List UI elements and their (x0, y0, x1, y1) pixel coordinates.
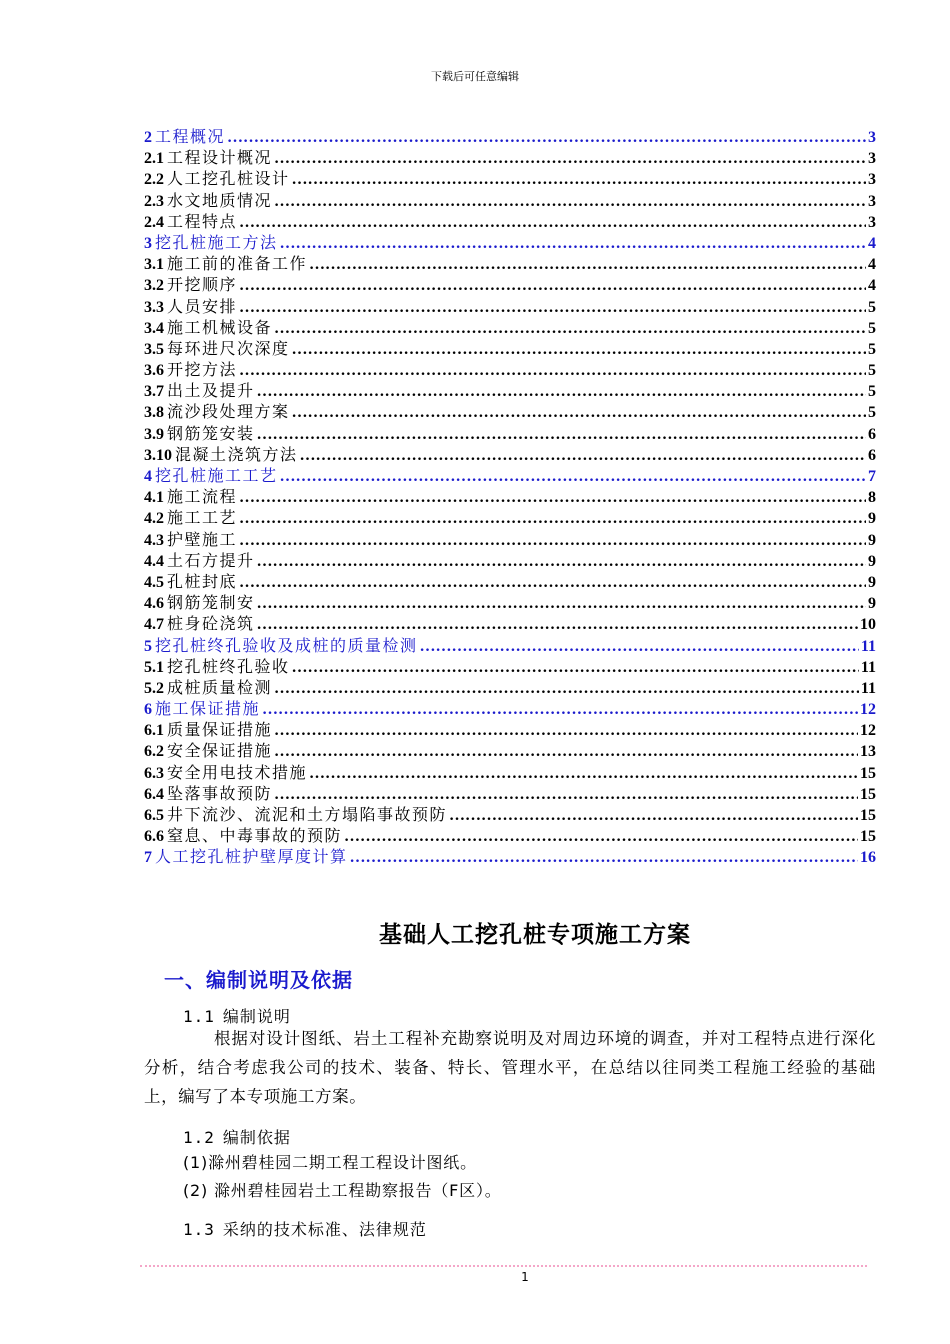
toc-page-number: 9 (868, 552, 876, 570)
toc-entry-link[interactable] (144, 677, 876, 698)
toc-page-number: 3 (868, 192, 876, 210)
toc-number: 6.1 (144, 722, 164, 740)
toc-dot-leader (274, 741, 858, 762)
toc-chapter-link[interactable] (144, 846, 876, 867)
toc-entry-link[interactable] (144, 380, 876, 401)
toc-number: 2.1 (144, 150, 164, 168)
toc-number: 2.4 (144, 213, 164, 231)
toc-dot-leader (239, 487, 866, 508)
toc-dot-leader (274, 720, 858, 741)
toc-dot-leader (274, 678, 859, 699)
toc-dot-leader (309, 254, 866, 275)
toc-entry-link[interactable] (144, 274, 876, 295)
toc-dot-leader (274, 318, 866, 339)
toc-dot-leader (239, 212, 866, 233)
body-paragraph: 根据对设计图纸、岩土工程补充勘察说明及对周边环境的调查，并对工程特点进行深化分析，结合考虑我公司的技术、装备、特长、管理水平，在总结以往同类工程施工经验的基础上，编写了本专项施工方案。 (144, 1029, 876, 1106)
toc-title: 窒息、中毒事故的预防 (167, 826, 343, 846)
toc-number: 3.5 (144, 340, 164, 358)
toc-entry-link[interactable] (144, 486, 876, 507)
toc-dot-leader (257, 593, 866, 614)
toc-dot-leader (344, 826, 858, 847)
toc-entry-link[interactable] (144, 190, 876, 211)
toc-title: 施工流程 (167, 487, 238, 507)
toc-dot-leader (239, 508, 866, 529)
toc-number: 6.2 (144, 743, 164, 761)
toc-page-number: 7 (868, 468, 876, 485)
toc-entry-link[interactable] (144, 338, 876, 359)
toc-title: 成桩质量检测 (167, 677, 273, 697)
toc-number: 3.6 (144, 362, 164, 380)
toc-page-number: 5 (868, 298, 876, 316)
toc-title: 土石方提升 (167, 550, 255, 570)
toc-title: 安全用电技术措施 (167, 762, 308, 782)
toc-dot-leader (280, 233, 866, 254)
toc-entry-link[interactable] (144, 317, 876, 338)
toc-number: 6.5 (144, 807, 164, 824)
toc-number: 5.1 (144, 658, 164, 676)
toc-entry-link[interactable] (144, 783, 876, 804)
toc-title: 井下流沙、流泥和土方塌陷事故预防 (167, 805, 448, 824)
toc-page-number: 9 (868, 595, 876, 613)
subsection-title: 编制依据 (222, 1128, 291, 1147)
toc-page-number: 3 (868, 213, 876, 231)
toc-title: 每环进尺次深度 (167, 338, 290, 358)
toc-title: 护壁施工 (167, 529, 238, 549)
toc-page-number: 13 (860, 743, 876, 761)
toc-number: 4.2 (144, 510, 164, 528)
toc-dot-leader (239, 530, 866, 551)
toc-entry-link[interactable] (144, 804, 876, 825)
subsection-1-2 (183, 1125, 291, 1148)
toc-number: 3.10 (144, 446, 172, 464)
toc-entry-link[interactable] (144, 825, 876, 846)
toc-number: 3.4 (144, 319, 164, 337)
toc-page-number: 5 (868, 340, 876, 358)
toc-dot-leader (309, 763, 858, 784)
section-heading: 一、编制说明及依据 (164, 968, 353, 992)
toc-entry-link[interactable] (144, 613, 876, 634)
subsection-title: 采纳的技术标准、法律规范 (222, 1220, 427, 1239)
toc-title: 混凝土浇筑方法 (175, 444, 298, 464)
toc-page-number: 4 (868, 234, 876, 252)
toc-page-number: 8 (868, 489, 876, 507)
toc-title: 人工挖孔桩设计 (167, 169, 290, 189)
toc-chapter-link[interactable] (144, 232, 876, 253)
toc-title: 施工机械设备 (167, 317, 273, 337)
toc-page-number: 5 (868, 319, 876, 337)
footer-divider (140, 1265, 867, 1267)
toc-entry-link[interactable] (144, 423, 876, 444)
toc-dot-leader (257, 614, 858, 635)
toc-number: 3.3 (144, 298, 164, 316)
toc-entry-link[interactable] (144, 211, 876, 232)
toc-page-number: 11 (860, 679, 876, 697)
toc-chapter-link[interactable] (144, 465, 876, 486)
toc-page-number: 11 (860, 658, 876, 676)
toc-dot-leader (239, 297, 866, 318)
toc-title: 钢筋笼制安 (167, 593, 255, 613)
toc-entry-link[interactable] (144, 444, 876, 465)
toc-number: 7 (144, 849, 152, 867)
toc-title: 工程设计概况 (167, 148, 273, 168)
toc-number: 4.6 (144, 595, 164, 613)
toc-title: 孔桩封底 (167, 571, 238, 591)
toc-number: 6.6 (144, 828, 164, 846)
toc-page-number: 15 (860, 785, 876, 803)
toc-number: 4.3 (144, 531, 164, 549)
toc-title: 人员安排 (167, 296, 238, 316)
toc-page-number: 6 (868, 425, 876, 443)
table-of-contents (144, 126, 876, 868)
toc-dot-leader (300, 445, 866, 466)
toc-entry-link[interactable] (144, 296, 876, 317)
toc-title: 桩身砼浇筑 (167, 614, 255, 634)
toc-number: 2.3 (144, 192, 164, 210)
page-number: 1 (521, 1270, 529, 1284)
toc-number: 3.7 (144, 383, 164, 401)
document-title: 基础人工挖孔桩专项施工方案 (379, 922, 691, 948)
toc-title: 挖孔桩施工方法 (155, 232, 278, 252)
toc-title: 开挖顺序 (167, 275, 238, 295)
toc-dot-leader (292, 169, 866, 190)
toc-number: 4.7 (144, 616, 164, 634)
toc-number: 3 (144, 234, 152, 252)
toc-page-number: 3 (868, 171, 876, 189)
toc-entry-link[interactable] (144, 762, 876, 783)
toc-number: 5.2 (144, 679, 164, 697)
toc-title: 施工工艺 (167, 508, 238, 528)
toc-entry-link[interactable] (144, 507, 876, 528)
toc-entry-link[interactable] (144, 147, 876, 168)
toc-entry-link[interactable] (144, 253, 876, 274)
toc-dot-leader (292, 339, 866, 360)
toc-title: 钢筋笼安装 (167, 423, 255, 443)
toc-number: 2.2 (144, 171, 164, 189)
subsection-number: 1.1 (183, 1007, 215, 1026)
toc-number: 6 (144, 701, 152, 719)
toc-entry-link[interactable] (144, 168, 876, 189)
toc-title: 开挖方法 (167, 360, 238, 380)
subsection-number: 1.3 (183, 1220, 215, 1239)
toc-dot-leader (262, 699, 858, 720)
toc-entry-link[interactable] (144, 656, 876, 677)
toc-title: 人工挖孔桩护壁厚度计算 (155, 847, 348, 867)
toc-page-number: 12 (860, 701, 876, 719)
toc-page-number: 5 (868, 362, 876, 380)
toc-entry-link[interactable] (144, 529, 876, 550)
toc-page-number: 5 (868, 404, 876, 422)
toc-number: 6.3 (144, 764, 164, 782)
toc-dot-leader (239, 360, 866, 381)
toc-dot-leader (449, 805, 858, 826)
toc-chapter-link[interactable] (144, 126, 876, 147)
toc-dot-leader (350, 847, 858, 868)
toc-title: 施工前的准备工作 (167, 254, 308, 274)
toc-title: 工程特点 (167, 211, 238, 231)
toc-dot-leader (239, 275, 866, 296)
toc-dot-leader (292, 402, 866, 423)
toc-title: 挖孔桩终孔验收 (167, 656, 290, 676)
toc-number: 4.4 (144, 552, 164, 570)
toc-entry-link[interactable] (144, 592, 876, 613)
toc-page-number: 15 (860, 764, 876, 782)
toc-dot-leader (274, 784, 858, 805)
toc-title: 安全保证措施 (167, 741, 273, 761)
toc-dot-leader (274, 191, 866, 212)
toc-page-number: 3 (868, 129, 876, 146)
toc-dot-leader (292, 657, 859, 678)
toc-page-number: 10 (860, 616, 876, 634)
toc-dot-leader (257, 424, 866, 445)
toc-number: 4.5 (144, 573, 164, 591)
toc-entry-link[interactable] (144, 550, 876, 571)
toc-title: 坠落事故预防 (167, 783, 273, 803)
toc-entry-link[interactable] (144, 740, 876, 761)
toc-dot-leader (274, 148, 866, 169)
toc-number: 4.1 (144, 489, 164, 507)
toc-title: 挖孔桩终孔验收及成桩的质量检测 (155, 635, 418, 655)
toc-title: 工程概况 (155, 127, 226, 146)
toc-entry-link[interactable] (144, 571, 876, 592)
toc-number: 2 (144, 129, 152, 146)
toc-chapter-link[interactable] (144, 635, 876, 656)
toc-number: 3.2 (144, 277, 164, 295)
toc-number: 6.4 (144, 785, 164, 803)
toc-page-number: 4 (868, 277, 876, 295)
page-header: 下载后可任意编辑 (431, 70, 519, 83)
reference-item: (2) 滁州碧桂园岩土工程勘察报告（F区）。 (183, 1181, 502, 1200)
toc-number: 5 (144, 637, 152, 655)
reference-item: (1)滁州碧桂园二期工程工程设计图纸。 (183, 1153, 477, 1172)
subsection-number: 1.2 (183, 1128, 215, 1147)
toc-dot-leader (420, 636, 859, 657)
toc-page-number: 12 (860, 722, 876, 740)
toc-entry-link[interactable] (144, 401, 876, 422)
subsection-1-3 (183, 1217, 427, 1240)
toc-dot-leader (239, 572, 866, 593)
toc-title: 质量保证措施 (167, 720, 273, 740)
toc-number: 4 (144, 468, 152, 485)
toc-title: 挖孔桩施工工艺 (155, 466, 278, 485)
toc-page-number: 9 (868, 510, 876, 528)
toc-chapter-link[interactable] (144, 698, 876, 719)
toc-title: 流沙段处理方案 (167, 402, 290, 422)
toc-entry-link[interactable] (144, 359, 876, 380)
toc-page-number: 9 (868, 531, 876, 549)
toc-number: 3.8 (144, 404, 164, 422)
toc-title: 水文地质情况 (167, 190, 273, 210)
toc-page-number: 5 (868, 383, 876, 401)
toc-title: 出土及提升 (167, 381, 255, 401)
toc-dot-leader (227, 127, 866, 148)
toc-page-number: 15 (860, 828, 876, 846)
toc-number: 3.1 (144, 256, 164, 274)
subsection-title: 编制说明 (222, 1007, 291, 1026)
toc-dot-leader (280, 466, 866, 487)
toc-number: 3.9 (144, 425, 164, 443)
toc-page-number: 11 (860, 637, 876, 655)
toc-page-number: 9 (868, 573, 876, 591)
toc-page-number: 4 (868, 256, 876, 274)
toc-entry-link[interactable] (144, 719, 876, 740)
toc-dot-leader (257, 381, 866, 402)
toc-dot-leader (257, 551, 866, 572)
toc-title: 施工保证措施 (155, 699, 261, 719)
toc-page-number: 6 (868, 446, 876, 464)
toc-page-number: 15 (860, 807, 876, 824)
toc-page-number: 16 (860, 849, 876, 867)
toc-page-number: 3 (868, 150, 876, 168)
